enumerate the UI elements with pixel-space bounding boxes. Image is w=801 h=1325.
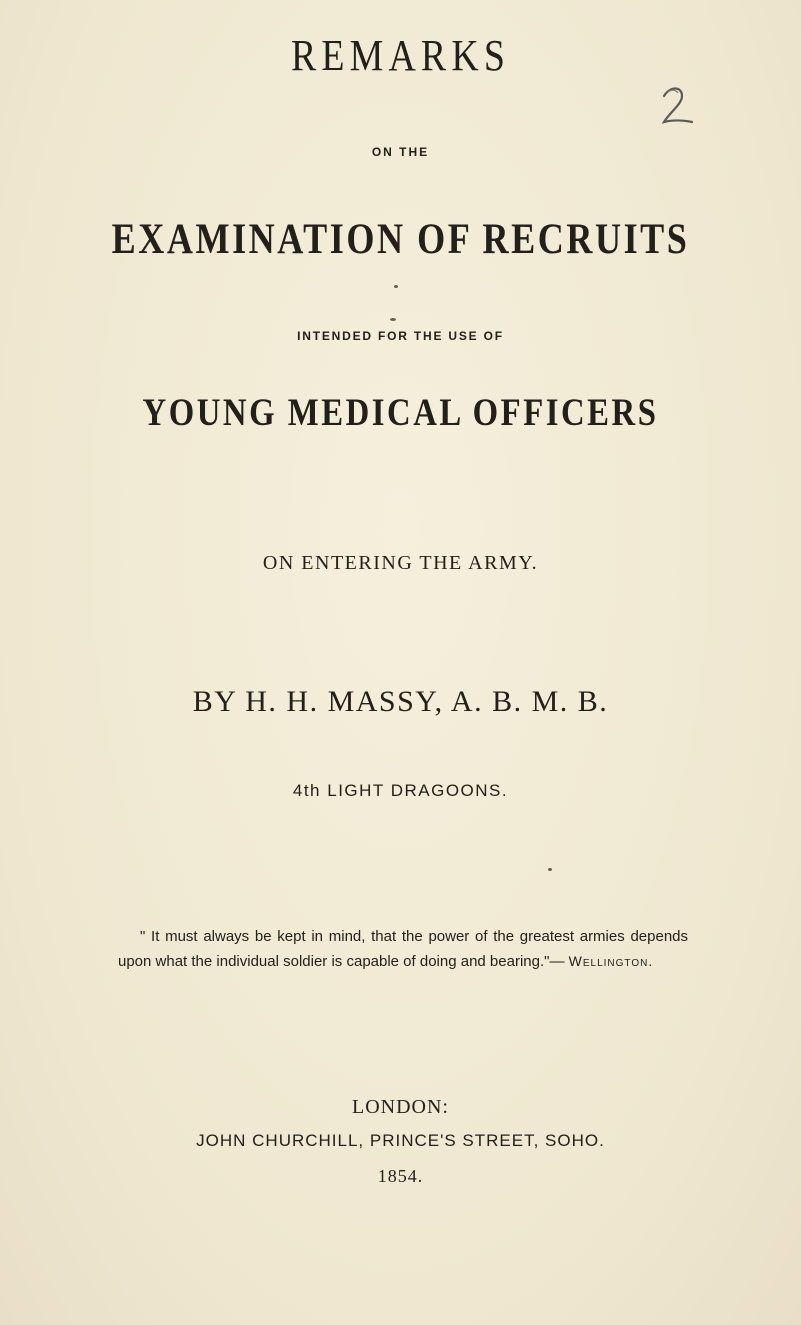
regiment-number: 4th xyxy=(292,781,322,800)
audience-title: YOUNG MEDICAL OFFICERS xyxy=(142,391,659,434)
publication-year: 1854. xyxy=(377,1166,424,1186)
epigraph-quote xyxy=(118,924,688,974)
heading-remarks: REMARKS xyxy=(290,31,511,80)
imprint-city: LONDON: xyxy=(352,1096,449,1118)
quote-text: " It must always be kept in mind, that the power of the greatest armies depends upon what the individual soldier is capable of doing and bearing."— xyxy=(118,928,688,970)
subtitle-intended: INTENDED FOR THE USE OF xyxy=(297,329,504,343)
quote-attribution: Wellington. xyxy=(568,953,654,969)
regiment-line xyxy=(0,781,801,801)
handwritten-pencil-mark xyxy=(656,82,696,130)
ink-speck xyxy=(394,285,398,288)
regiment-name: LIGHT DRAGOONS. xyxy=(321,781,509,800)
main-title: EXAMINATION OF RECRUITS xyxy=(111,216,690,263)
ink-speck xyxy=(548,868,552,871)
ink-speck xyxy=(390,318,396,321)
author-line: BY H. H. MASSY, A. B. M. B. xyxy=(192,685,609,718)
heading-on-the: ON THE xyxy=(371,145,430,159)
publisher-line: JOHN CHURCHILL, PRINCE'S STREET, SOHO. xyxy=(196,1131,605,1150)
occasion-line: ON ENTERING THE ARMY. xyxy=(262,552,539,574)
